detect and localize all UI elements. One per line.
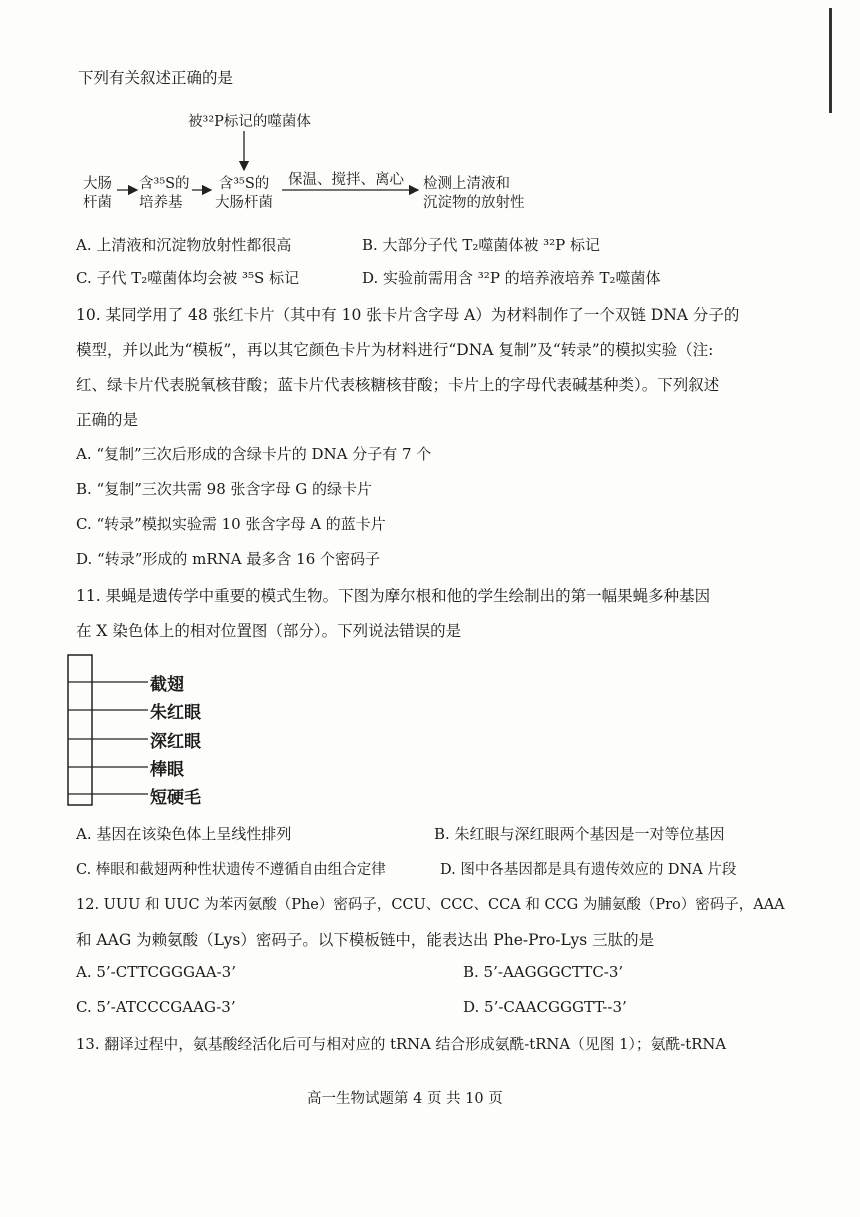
q12-line-1: 12. UUU 和 UUC 为苯丙氨酸（Phe）密码子，CCU、CCC、CCA 和 CCG 为脯氨酸（Pro）密码子，AAA (76, 897, 785, 913)
gene-label-3: 棒眼 (150, 760, 184, 780)
q10-line-4: 正确的是 (76, 411, 139, 429)
q11-option-b: B. 朱红眼与深红眼两个基因是一对等位基因 (434, 825, 725, 843)
gene-label-4: 短硬毛 (150, 788, 201, 808)
q9-option-a: A. 上清液和沉淀物放射性都很高 (76, 236, 292, 254)
q11-option-c: C. 棒眼和截翅两种性状遗传不遵循自由组合定律 (76, 862, 386, 878)
q10-option-b: B. “复制”三次共需 98 张含字母 G 的绿卡片 (76, 480, 373, 498)
q13-line-1: 13. 翻译过程中，氨基酸经活化后可与相对应的 tRNA 结合形成氨酰-tRNA（见图 1）；氨酰-tRNA (76, 1036, 727, 1053)
q12-line-2: 和 AAG 为赖氨酸（Lys）密码子。以下模板链中，能表达出 Phe-Pro-Lys 三肽的是 (76, 931, 655, 949)
q10-option-d: D. “转录”形成的 mRNA 最多含 16 个密码子 (76, 550, 381, 568)
chromosome-bar (68, 655, 92, 805)
q11-line-2: 在 X 染色体上的相对位置图（部分）。下列说法错误的是 (76, 622, 462, 640)
q11-line-1: 11. 果蝇是遗传学中重要的模式生物。下图为摩尔根和他的学生绘制出的第一幅果蝇多种基因 (76, 587, 711, 605)
page-footer: 高一生物试题第 4 页 共 10 页 (307, 1091, 503, 1107)
q10-line-2: 模型，并以此为“模板”，再以其它颜色卡片为材料进行“DNA 复制”及“转录”的模拟实验（注: (76, 341, 714, 359)
q10-option-a: A. “复制”三次后形成的含绿卡片的 DNA 分子有 7 个 (76, 445, 432, 463)
q12-option-b: B. 5’-AAGGGCTTC-3’ (463, 963, 624, 981)
q9-option-d: D. 实验前需用含 ³²P 的培养液培养 T₂噬菌体 (362, 269, 661, 287)
gene-label-1: 朱红眼 (150, 703, 201, 723)
labeled-ecoli-label: 含³⁵S的 大肠杆菌 (215, 176, 273, 211)
q9-option-c: C. 子代 T₂噬菌体均会被 ³⁵S 标记 (76, 269, 300, 287)
gene-label-2: 深红眼 (150, 732, 201, 752)
ecoli-label: 大肠 杆菌 (83, 176, 112, 211)
phage-label: 被³²P标记的噬菌体 (188, 114, 311, 130)
q9-stem-tail: 下列有关叙述正确的是 (78, 69, 234, 87)
q12-option-d: D. 5’-CAACGGGTT--3’ (463, 998, 627, 1016)
q9-option-b: B. 大部分子代 T₂噬菌体被 ³²P 标记 (362, 236, 601, 254)
process-label: 保温、搅拌、离心 (288, 172, 404, 188)
q12-option-c: C. 5’-ATCCCGAAG-3’ (76, 998, 236, 1016)
q11-option-a: A. 基因在该染色体上呈线性排列 (76, 825, 292, 843)
q10-line-1: 10. 某同学用了 48 张红卡片（其中有 10 张卡片含字母 A）为材料制作了一个双链 DNA 分子的 (76, 306, 740, 324)
detect-label: 检测上清液和 沉淀物的放射性 (423, 176, 525, 211)
q10-option-c: C. “转录”模拟实验需 10 张含字母 A 的蓝卡片 (76, 515, 386, 533)
q12-option-a: A. 5’-CTTCGGGAA-3’ (76, 963, 236, 981)
q10-line-3: 红、绿卡片代表脱氧核苷酸；蓝卡片代表核糖核苷酸；卡片上的字母代表碱基种类）。下列叙述 (76, 376, 720, 394)
q11-option-d: D. 图中各基因都是具有遗传效应的 DNA 片段 (440, 862, 737, 878)
gene-label-0: 截翅 (150, 675, 184, 695)
medium-label: 含³⁵S的 培养基 (139, 176, 190, 211)
